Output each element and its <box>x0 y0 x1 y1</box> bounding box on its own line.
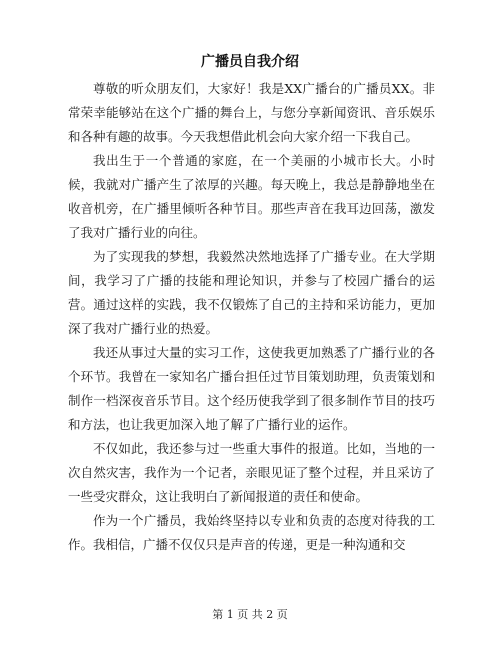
document-body <box>68 77 435 557</box>
paragraph-4: 我还从事过大量的实习工作，这使我更加熟悉了广播行业的各个环节。我曾在一家知名广播台担任过节目策划助理，负责策划和制作一档深夜音乐节目。这个经历使我学到了很多制作节目的技巧和方法，也让我更加深入地了解了广播行业的运作。 <box>68 345 435 432</box>
paragraph-6: 作为一个广播员，我始终坚持以专业和负责的态度对待我的工作。我相信，广播不仅仅只是声音的传递，更是一种沟通和交 <box>68 513 435 552</box>
paragraph-2: 我出生于一个普通的家庭，在一个美丽的小城市长大。小时候，我就对广播产生了浓厚的兴趣。每天晚上，我总是静静地坐在收音机旁，在广播里倾听各种节目。那些声音在我耳边回荡，激发了我对广播行业的向往。 <box>68 153 435 240</box>
paragraph-5: 不仅如此，我还参与过一些重大事件的报道。比如，当地的一次自然灾害，我作为一个记者，亲眼见证了整个过程，并且采访了一些受灾群众，这让我明白了新闻报道的责任和使命。 <box>68 441 435 504</box>
paragraph-1: 尊敬的听众朋友们，大家好！我是XX广播台的广播员XX。非常荣幸能够站在这个广播的舞台上，与您分享新闻资讯、音乐娱乐和各种有趣的故事。今天我想借此机会向大家介绍一下我自己。 <box>68 81 435 144</box>
paragraph-3: 为了实现我的梦想，我毅然决然地选择了广播专业。在大学期间，我学习了广播的技能和理论知识，并参与了校园广播台的运营。通过这样的实践，我不仅锻炼了自己的主持和采访能力，更加深了我对广播行业的热爱。 <box>68 249 435 336</box>
document-title: 广播员自我介绍 <box>201 54 299 70</box>
page-number-footer: 第 1 页 共 2 页 <box>212 608 288 621</box>
